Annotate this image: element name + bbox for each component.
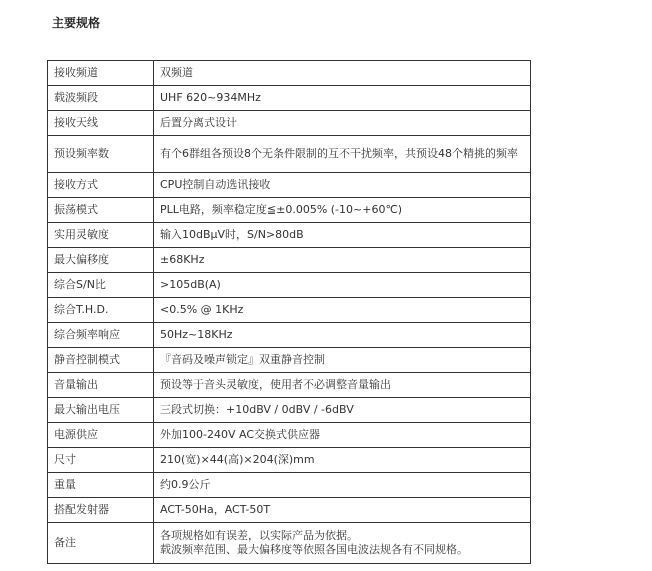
spec-value	[154, 523, 531, 564]
spec-label: 接收方式	[48, 173, 154, 198]
table-row	[48, 273, 531, 298]
table-row	[48, 423, 531, 448]
spec-value	[154, 273, 531, 298]
spec-value-line: 双频道	[160, 66, 193, 79]
spec-value	[154, 136, 531, 173]
spec-value-line: 约0.9公斤	[160, 478, 211, 491]
spec-label: 实用灵敏度	[48, 223, 154, 248]
spec-value	[154, 473, 531, 498]
table-row	[48, 448, 531, 473]
spec-value	[154, 348, 531, 373]
spec-label: 静音控制模式	[48, 348, 154, 373]
spec-value-line: >105dB(A)	[160, 278, 221, 291]
table-row	[48, 373, 531, 398]
spec-label: 预设频率数	[48, 136, 154, 173]
spec-value-line: CPU控制自动选讯接收	[160, 178, 271, 191]
table-row	[48, 498, 531, 523]
table-row	[48, 348, 531, 373]
spec-value	[154, 323, 531, 348]
spec-value-line: ±68KHz	[160, 253, 205, 266]
spec-value	[154, 423, 531, 448]
spec-label: 最大偏移度	[48, 248, 154, 273]
spec-value	[154, 198, 531, 223]
table-row	[48, 248, 531, 273]
spec-label: 载波频段	[48, 86, 154, 111]
spec-label: 振荡模式	[48, 198, 154, 223]
spec-value	[154, 173, 531, 198]
spec-label: 尺寸	[48, 448, 154, 473]
spec-label: 接收频道	[48, 61, 154, 86]
spec-value	[154, 248, 531, 273]
table-row	[48, 523, 531, 564]
table-row	[48, 61, 531, 86]
spec-value	[154, 498, 531, 523]
table-row	[48, 136, 531, 173]
spec-value-line: 载波频率范围、最大偏移度等依照各国电波法规各有不同规格。	[160, 543, 468, 556]
spec-label: 综合频率响应	[48, 323, 154, 348]
spec-value-line: UHF 620~934MHz	[160, 91, 261, 104]
table-row	[48, 173, 531, 198]
spec-label: 备注	[48, 523, 154, 564]
table-row	[48, 473, 531, 498]
spec-value-line: 后置分离式设计	[160, 116, 237, 129]
spec-value-line: 各项规格如有误差，以实际产品为依据。	[160, 529, 358, 542]
spec-value-line: 有个6群组各预设8个无条件限制的互不干扰频率，共预设48个精挑的频率	[160, 147, 518, 160]
spec-value	[154, 398, 531, 423]
spec-value	[154, 298, 531, 323]
spec-label: 重量	[48, 473, 154, 498]
spec-value	[154, 111, 531, 136]
spec-value-line: 输入10dBμV时，S/N>80dB	[160, 228, 304, 241]
spec-table	[47, 60, 531, 564]
spec-value-line: 210(宽)×44(高)×204(深)mm	[160, 453, 315, 466]
spec-value-line: 预设等于音头灵敏度，使用者不必调整音量输出	[160, 378, 391, 391]
table-row	[48, 111, 531, 136]
spec-value-line: 三段式切换：+10dBV / 0dBV / -6dBV	[160, 403, 354, 416]
spec-label: 最大输出电压	[48, 398, 154, 423]
spec-value-line: ACT-50Ha，ACT-50T	[160, 503, 271, 516]
table-row	[48, 323, 531, 348]
table-row	[48, 223, 531, 248]
spec-value-line: 『音码及噪声锁定』双重静音控制	[160, 353, 325, 366]
spec-value	[154, 373, 531, 398]
table-row	[48, 398, 531, 423]
spec-value-line: 外加100-240V AC交换式供应器	[160, 428, 320, 441]
spec-value	[154, 223, 531, 248]
spec-value	[154, 61, 531, 86]
spec-table-body	[48, 61, 531, 564]
table-row	[48, 298, 531, 323]
spec-label: 音量输出	[48, 373, 154, 398]
table-row	[48, 86, 531, 111]
spec-value	[154, 448, 531, 473]
spec-value	[154, 86, 531, 111]
spec-label: 搭配发射器	[48, 498, 154, 523]
spec-label: 电源供应	[48, 423, 154, 448]
spec-label: 接收天线	[48, 111, 154, 136]
spec-value-line: <0.5% @ 1KHz	[160, 303, 244, 316]
spec-label: 综合S/N比	[48, 273, 154, 298]
table-row	[48, 198, 531, 223]
spec-value-line: PLL电路，频率稳定度≦±0.005% (-10~+60℃)	[160, 203, 403, 216]
spec-value-line: 50Hz~18KHz	[160, 328, 233, 341]
page-title: 主要规格	[52, 16, 101, 30]
spec-label: 综合T.H.D.	[48, 298, 154, 323]
